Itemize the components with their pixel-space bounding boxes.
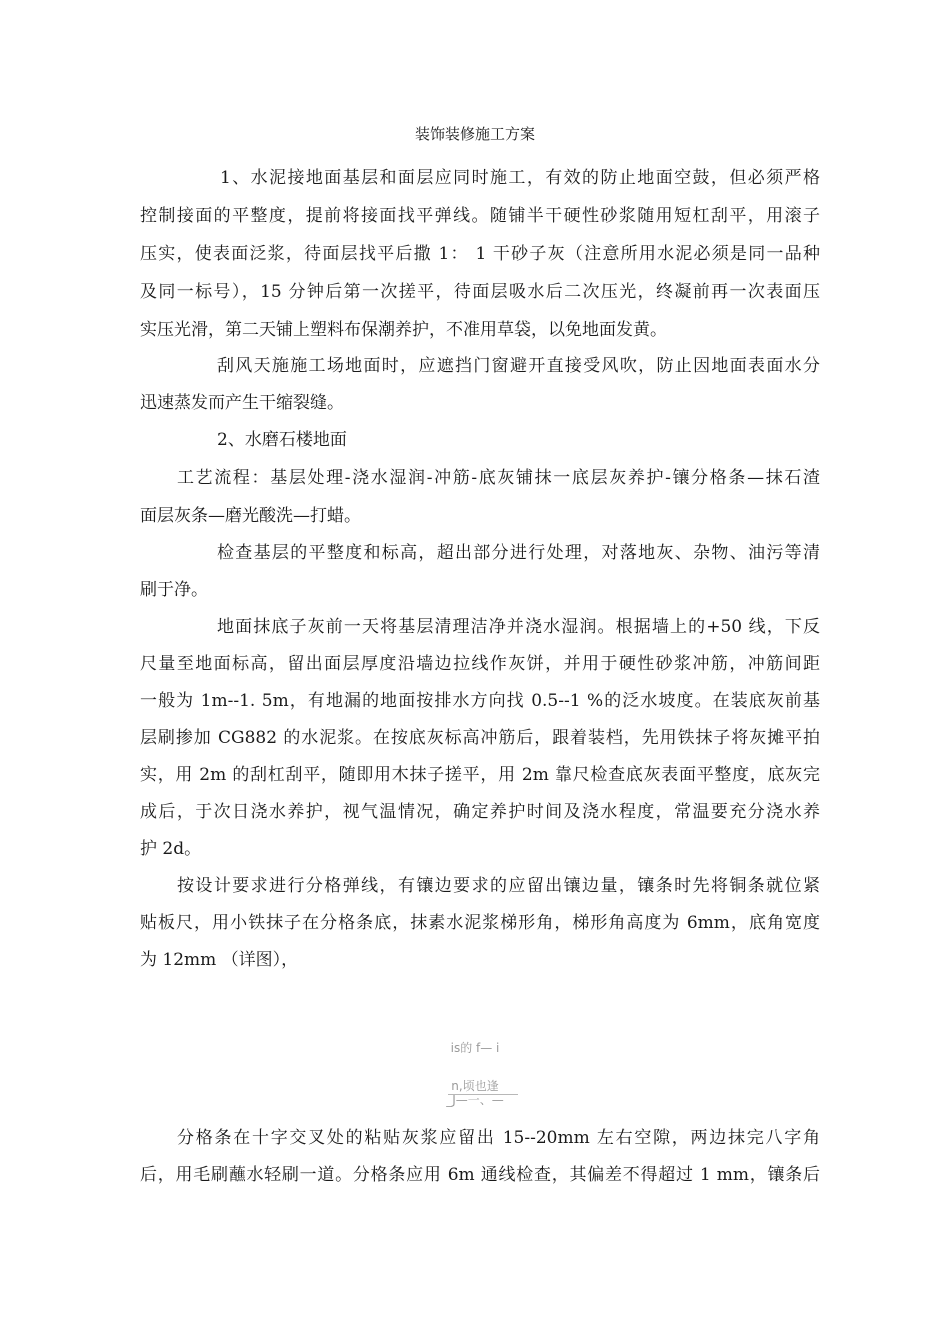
paragraph-line: 刷于净。 bbox=[140, 580, 208, 600]
paragraph-line: 控制接面的平整度，提前将接面找平弹线。随铺半干硬性砂浆随用短杠刮平，用滚子 bbox=[140, 206, 820, 226]
paragraph-line: 及同一标号），15 分钟后第一次搓平，待面层吸水后二次压光，终凝前再一次表面压 bbox=[140, 282, 820, 302]
paragraph-line: 按设计要求进行分格弹线，有镶边要求的应留出镶边量，镶条时先将铜条就位紧 bbox=[177, 876, 820, 896]
paragraph-line: 检查基层的平整度和标高，超出部分进行处理，对落地灰、杂物、油污等清 bbox=[217, 543, 820, 563]
paragraph-line: 分格条在十字交叉处的粘贴灰浆应留出 15--20mm 左右空隙，两边抹完八字角 bbox=[177, 1128, 820, 1148]
paragraph-line: 1、水泥接地面基层和面层应同时施工，有效的防止地面空鼓，但必须严格 bbox=[220, 168, 820, 188]
section-heading: 2、水磨石楼地面 bbox=[217, 430, 347, 450]
paragraph-line: 贴板尺，用小铁抹子在分格条底，抹素水泥浆梯形角，梯形角高度为 6mm，底角宽度 bbox=[140, 913, 820, 933]
paragraph-line: 迅速蒸发而产生干缩裂缝。 bbox=[140, 393, 344, 413]
paragraph-line: 一般为 1m--1. 5m，有地漏的地面按排水方向找 0.5--1 %的泛水坡度。在装底灰前基 bbox=[140, 691, 820, 711]
paragraph-line: 成后，于次日浇水养护，视气温情况，确定养护时间及浇水程度，常温要充分浇水养 bbox=[140, 802, 820, 822]
figure-label: _J—一、— bbox=[446, 1093, 504, 1107]
paragraph-line: 尺量至地面标高，留出面层厚度沿墙边拉线作灰饼，并用于硬性砂浆冲筋，冲筋间距 bbox=[140, 654, 820, 674]
paragraph-line: 刮风天施施工场地面时，应遮挡门窗避开直接受风吹，防止因地面表面水分 bbox=[217, 356, 820, 376]
figure-label: n,顷也逢 bbox=[451, 1079, 499, 1093]
paragraph-line: 压实，使表面泛浆，待面层找平后撒 1： 1 干砂子灰（注意所用水泥必须是同一品种 bbox=[140, 244, 820, 264]
paragraph-line: 为 12mm （详图）， bbox=[140, 950, 299, 970]
paragraph-line: 层刷掺加 CG882 的水泥浆。在按底灰标高冲筋后，跟着装档，先用铁抹子将灰摊平拍 bbox=[140, 728, 820, 748]
paragraph-line: 工艺流程：基层处理-浇水湿润-冲筋-底灰铺抹一底层灰养护-镶分格条—抹石渣 bbox=[177, 468, 820, 488]
paragraph-line: 后，用毛刷蘸水轻刷一道。分格条应用 6m 通线检查，其偏差不得超过 1 mm，镶条后 bbox=[140, 1165, 820, 1185]
figure-label: is的 f— i bbox=[450, 1041, 500, 1055]
document-title: 装饰装修施工方案 bbox=[414, 125, 535, 143]
paragraph-line: 实压光滑，第二天铺上塑料布保潮养护，不准用草袋，以免地面发黄。 bbox=[140, 320, 667, 340]
paragraph-line: 护 2d。 bbox=[140, 839, 202, 859]
paragraph-line: 面层灰条—磨光酸洗—打蜡。 bbox=[140, 506, 361, 526]
paragraph-line: 地面抹底子灰前一天将基层清理洁净并浇水湿润。根据墙上的+50 线，下反 bbox=[217, 617, 820, 637]
paragraph-line: 实，用 2m 的刮杠刮平，随即用木抹子搓平，用 2m 靠尺检查底灰表面平整度，底灰完 bbox=[140, 765, 820, 785]
figure-rule bbox=[448, 1094, 518, 1095]
